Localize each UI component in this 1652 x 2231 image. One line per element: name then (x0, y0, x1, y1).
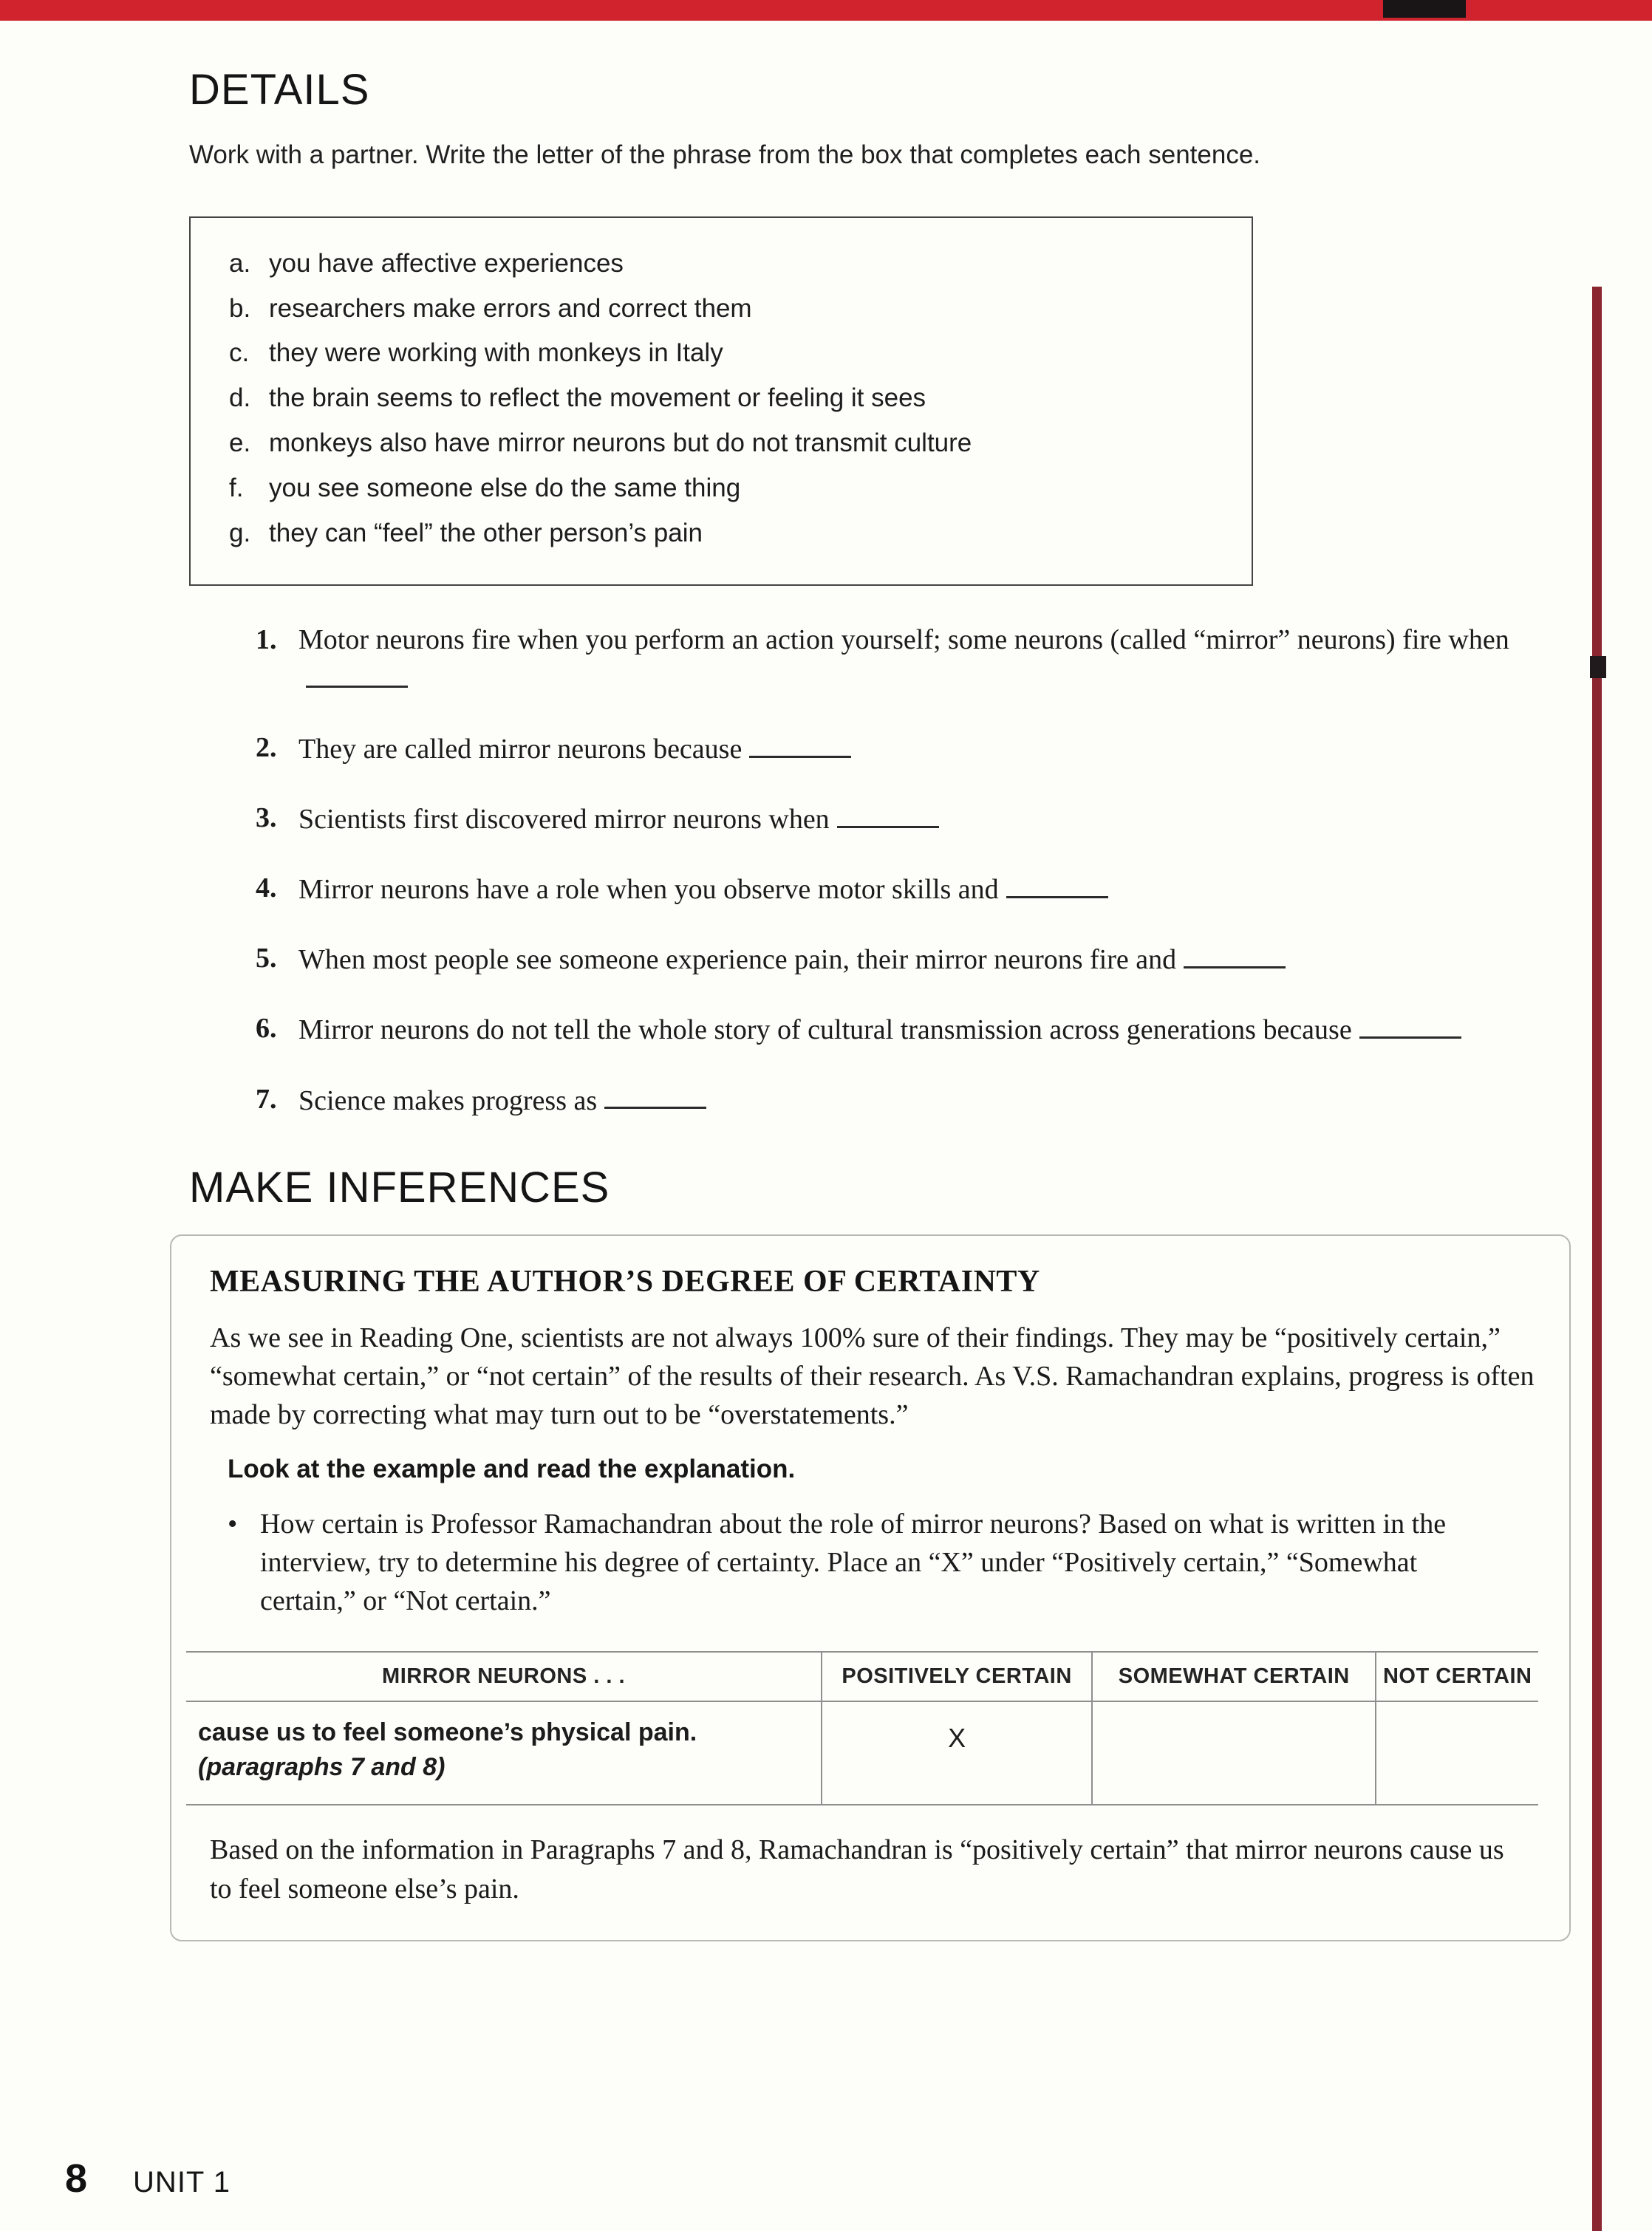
phrase-box (189, 216, 1253, 586)
bullet-text: How certain is Professor Ramachandran about the role of mirror neurons? Based on what is written in the interview, try to determine his degree of certainty. Place an “X” under “Positively certain,” “Somewhat certain,” or “Not certain.” (260, 1508, 1447, 1616)
question-number: 6. (256, 1013, 277, 1045)
row-label-cell (186, 1701, 822, 1805)
row-label-text: cause us to feel someone’s physical pain. (198, 1718, 697, 1746)
certainty-table (186, 1651, 1538, 1805)
question-item (256, 869, 1569, 909)
top-black-tab (1383, 0, 1466, 18)
header-somewhat-certain: SOMEWHAT CERTAIN (1092, 1652, 1376, 1701)
phrase-text: the brain seems to reflect the movement or feeling it sees (269, 383, 926, 413)
question-number: 7. (256, 1083, 277, 1115)
phrase-item (229, 511, 1237, 556)
question-text: Science makes progress as (298, 1084, 598, 1116)
question-item (256, 1081, 1569, 1120)
phrase-item (229, 466, 1237, 511)
question-number: 1. (256, 623, 277, 655)
bullet-icon: • (228, 1508, 238, 1540)
question-number: 3. (256, 802, 277, 834)
question-text: Mirror neurons have a role when you observe motor skills and (298, 874, 999, 906)
side-red-strip (1592, 287, 1602, 2231)
unit-label: UNIT 1 (133, 2166, 231, 2198)
phrase-item (229, 376, 1237, 421)
details-instructions: Work with a partner. Write the letter of the phrase from the box that completes each sentence. (189, 140, 1261, 169)
phrase-text: researchers make errors and correct them (269, 293, 752, 323)
make-inferences-heading: MAKE INFERENCES (189, 1163, 610, 1212)
answer-blank (1359, 1010, 1461, 1039)
phrase-item (229, 331, 1237, 376)
inference-conclusion: Based on the information in Paragraphs 7 and 8, Ramachandran is “positively certain” that mirror neurons cause us to feel someone else’s pain. (210, 1834, 1504, 1905)
question-number: 5. (256, 943, 277, 974)
question-item (256, 621, 1569, 698)
phrase-text: you have affective experiences (269, 248, 624, 278)
question-item (256, 729, 1569, 768)
phrase-text: monkeys also have mirror neurons but do not transmit culture (269, 428, 972, 458)
side-black-tick (1590, 656, 1606, 678)
question-number: 2. (256, 732, 277, 764)
header-positively-certain: POSITIVELY CERTAIN (822, 1652, 1092, 1701)
not-certain-cell (1376, 1701, 1538, 1805)
page-content (189, 65, 1569, 1941)
phrase-letter: e. (229, 428, 251, 458)
phrase-item (229, 287, 1237, 332)
row-label-note: (paragraphs 7 and 8) (198, 1752, 446, 1781)
answer-blank (1006, 869, 1108, 898)
question-number: 4. (256, 872, 277, 904)
phrase-item (229, 242, 1237, 287)
phrase-letter: f. (229, 474, 244, 503)
inference-box-title: MEASURING THE AUTHOR’S DEGREE OF CERTAINTY (210, 1264, 1040, 1299)
question-text: They are called mirror neurons because (298, 734, 743, 765)
table-header-row (186, 1652, 1538, 1701)
phrase-text: they can “feel” the other person’s pain (269, 519, 703, 548)
phrase-letter: a. (229, 248, 251, 278)
header-not-certain: NOT CERTAIN (1382, 1664, 1532, 1688)
phrase-text: you see someone else do the same thing (269, 474, 741, 503)
question-text: Scientists first discovered mirror neurons when (298, 804, 830, 836)
phrase-letter: g. (229, 519, 251, 548)
somewhat-certain-cell (1092, 1701, 1376, 1805)
answer-blank (837, 799, 939, 828)
inference-box (170, 1234, 1571, 1942)
answer-blank (604, 1081, 706, 1110)
phrase-text: they were working with monkeys in Italy (269, 338, 723, 368)
answer-blank (1184, 940, 1286, 968)
question-text: When most people see someone experience pain, their mirror neurons fire and (298, 944, 1177, 976)
question-item (256, 799, 1569, 838)
question-text: Mirror neurons do not tell the whole story of cultural transmission across generations because (298, 1014, 1352, 1046)
answer-blank (749, 729, 851, 758)
positively-certain-cell: X (822, 1701, 1092, 1805)
phrase-letter: b. (229, 293, 251, 323)
table-row (186, 1701, 1538, 1805)
example-label: Look at the example and read the explanation. (228, 1454, 796, 1483)
answer-blank (306, 659, 408, 688)
page-footer (65, 2156, 231, 2201)
header-mirror-neurons: MIRROR NEURONS . . . (186, 1652, 822, 1701)
phrase-letter: d. (229, 383, 251, 413)
question-item (256, 940, 1569, 979)
page-number: 8 (65, 2156, 88, 2201)
question-text: Motor neurons fire when you perform an action yourself; some neurons (called “mirror” neurons) fire when (298, 623, 1509, 655)
bullet-item (228, 1505, 1498, 1620)
details-heading: DETAILS (189, 66, 370, 114)
question-item (256, 1010, 1569, 1049)
phrase-letter: c. (229, 338, 250, 368)
inference-intro: As we see in Reading One, scientists are not always 100% sure of their findings. They may be “positively certain,” “somewhat certain,” or “not certain” of the results of their research. As V.S. Ramachandran explains, progress is often made by correcting what may turn out to be “overstatements.” (210, 1322, 1535, 1430)
phrase-item (229, 421, 1237, 466)
questions-list (256, 621, 1569, 1120)
